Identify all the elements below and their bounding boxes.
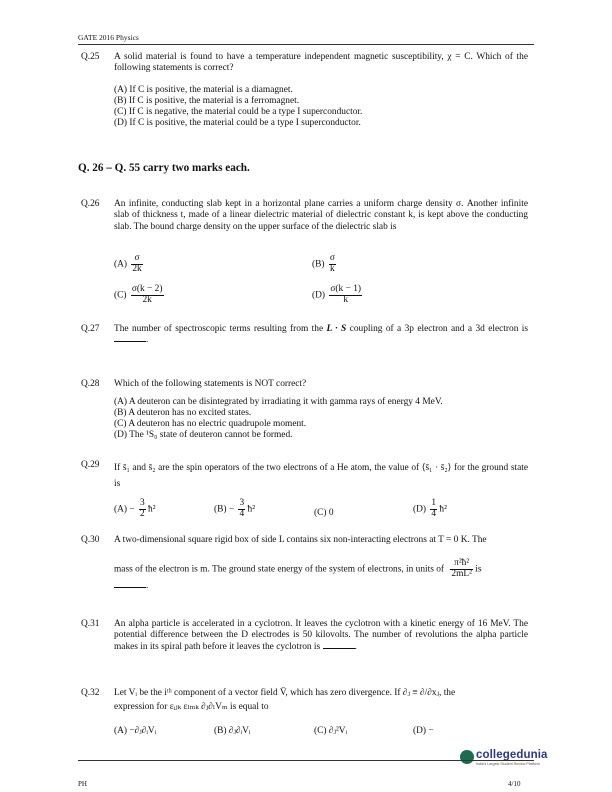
q32-option-b: (B) ∂ⱼ∂ᵢVᵢ [214,726,251,736]
q26-text: An infinite, conducting slab kept in a horizontal plane carries a uniform charge density σ. Another infinite slab of thickness t, made of a linear dielectric material of dielectric constant k, is kept above the conducting slab. The bound charge density on the upper surface of the dielectric slab is [114,199,528,232]
q25-number: Q.25 [81,52,100,62]
q26-option-b [312,254,336,275]
q27-text-end: coupling of a 3p electron and a 3d electron is [349,324,529,334]
q25-option-a: (A) If C is positive, the material is a diamagnet. [114,85,293,95]
q31-text-body: An alpha particle is accelerated in a cyclotron. It leaves the cyclotron with a kinetic energy of 16 MeV. The potential difference between the D electrodes is 50 kilovolts. The number of revolutions the alpha particle makes in its spiral path before it leaves the cyclotron is [114,619,528,652]
q25-option-c: (C) If C is negative, the material could be a type I superconductor. [114,107,363,117]
q28-text: Which of the following statements is NOT correct? [114,379,307,389]
page-header: GATE 2016 Physics [78,33,139,42]
q29-option-b-numerator: 3 [239,498,245,508]
q25-text: A solid material is found to have a temperature independent magnetic susceptibility, χ = C. Which of the following statements is correct? [114,52,528,74]
q30-tail: is [475,564,482,575]
q29-option-d-numerator: 1 [431,498,437,508]
q26-option-c-fraction [131,285,164,306]
q29-number: Q.29 [81,460,100,470]
q29-option-a [114,499,156,520]
q28-option-a: (A) A deuteron can be disintegrated by irradiating it with gamma rays of energy 4 MeV. [114,397,443,407]
q31-period: . [354,641,357,652]
q26-option-b-label: (B) [312,259,325,270]
q29-option-b-label: (B) − [214,504,235,515]
q30-fraction-denominator: 2mL² [451,568,472,579]
q27-number: Q.27 [81,324,100,334]
q31-answer-blank [323,648,355,649]
q26-option-a-label: (A) [114,259,128,270]
q26-option-b-fraction [329,254,336,275]
q26-option-a-denominator: 2k [132,263,142,274]
q30-line2-text: mass of the electron is m. The ground state energy of the system of electrons, in units of [114,564,445,575]
q25-option-b: (B) If C is positive, the material is a ferromagnet. [114,96,300,106]
q29-option-a-label: (A) − [114,504,135,515]
q26-option-c [114,285,164,306]
q26-option-a-fraction [131,254,142,275]
q26-option-b-denominator: k [330,263,335,274]
q26-option-d-fraction [329,285,362,306]
section-heading: Q. 26 – Q. 55 carry two marks each. [78,162,250,174]
q32-option-d: (D) − [413,726,434,736]
q28-option-d: (D) The ¹S₀ state of deuteron cannot be formed. [114,430,293,440]
q31-text [114,619,528,653]
q26-option-a [114,254,143,275]
q29-option-b [214,499,255,520]
q27-coupling: L · S [326,324,347,334]
footer-page-number: 4/10 [508,780,521,788]
q26-option-c-label: (C) [114,290,127,301]
q29-option-d [413,499,447,520]
q29-option-a-tail: ħ² [148,504,156,515]
q27-text-start: The number of spectroscopic terms resulting from the [114,324,324,334]
q27-text [114,324,528,347]
q26-option-d-label: (D) [312,290,326,301]
q29-option-a-denominator: 2 [140,508,145,519]
q26-option-d-denominator: k [343,294,349,305]
q32-option-c: (C) ∂ⱼ²Vᵢ [314,726,348,736]
q30-line2 [114,559,528,580]
q29-option-d-denominator: 4 [431,508,437,519]
q32-number: Q.32 [81,688,100,698]
q29-option-b-denominator: 4 [239,508,245,519]
logo-mark-icon [460,750,474,764]
q26-option-c-numerator: σ(k − 2) [131,284,163,294]
q29-option-b-tail: ħ² [247,504,256,515]
footer-subject-code: PH [78,780,87,788]
collegedunia-logo [460,748,546,774]
q29-option-d-fraction [430,499,437,520]
q31-number: Q.31 [81,619,100,629]
q30-answer-line [114,581,148,592]
header-rule [78,44,534,45]
q29-option-a-numerator: 3 [140,498,145,508]
q30-answer-blank [114,587,146,588]
footer-rule [78,760,534,761]
q28-number: Q.28 [81,379,100,389]
q30-fraction [450,559,473,580]
q29-option-a-fraction [139,499,146,520]
q32-line2: expression for εᵢⱼₖ εₗₘₖ ∂ⱼ∂ₗVₘ is equal to [114,702,269,712]
q30-period: . [146,581,149,591]
q25-option-d: (D) If C is positive, the material could be a type I superconductor. [114,118,361,128]
q29-option-b-fraction [238,499,245,520]
q29-option-d-label: (D) [413,504,427,515]
logo-text: collegedunia [476,749,548,761]
q29-option-c: (C) 0 [314,508,334,518]
q29-text: If s̄₁ and s̄₂ are the spin operators of the two electrons of a He atom, the value of ⟨s̄₁ · s̄₂⟩ for the ground state is [114,463,528,490]
q32-line1: Let Vᵢ be the iᵗʰ component of a vector field V̄, which has zero divergence. If ∂ⱼ ≡ ∂/∂xⱼ, the [114,688,456,698]
q30-number: Q.30 [81,535,100,545]
q32-option-a: (A) −∂ⱼ∂ᵢVᵢ [114,726,157,736]
q26-option-c-denominator: 2k [142,294,152,305]
q27-period: . [146,335,149,346]
q29-option-d-tail: ħ² [439,504,447,515]
q28-option-b: (B) A deuteron has no excited states. [114,408,252,418]
q26-number: Q.26 [81,199,100,209]
q26-option-d [312,285,362,306]
q27-answer-blank [114,341,146,342]
q26-option-b-numerator: σ [329,253,335,263]
q30-line1: A two-dimensional square rigid box of side L contains six non-interacting electrons at T = 0 K. The [114,535,487,545]
q28-option-c: (C) A deuteron has no electric quadrupole moment. [114,419,307,429]
logo-tagline: India's Largest Student Review Platform [476,762,540,766]
q26-option-d-numerator: σ(k − 1) [330,284,362,294]
q30-fraction-numerator: π²ħ² [450,559,473,570]
q26-option-a-numerator: σ [131,254,142,265]
